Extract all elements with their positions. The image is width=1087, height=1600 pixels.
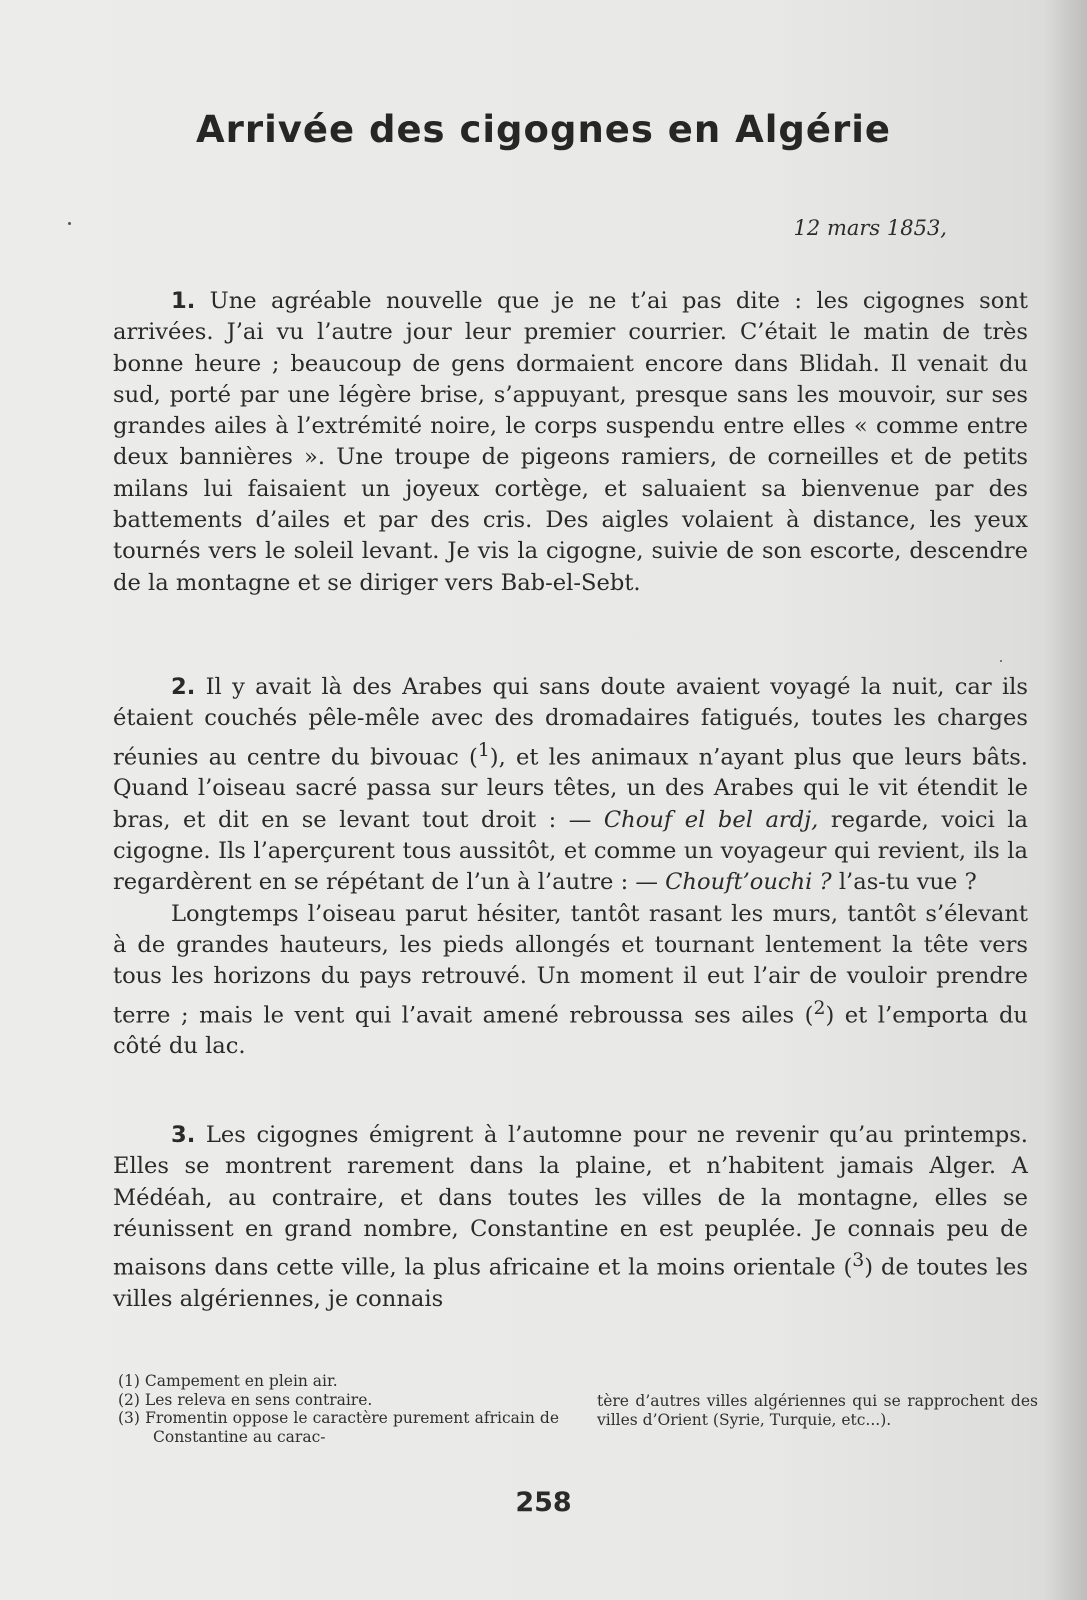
footnote-ref: 2 [813, 997, 826, 1019]
paragraph [113, 672, 1028, 899]
paragraph-text: Une agréable nouvelle que je ne t’ai pas dite : les cigognes sont arrivées. J’ai vu l’autre jour leur premier courrier. C’était le matin de très bonne heure ; beaucoup de gens dormaient encore dans Blidah. Il venait du sud, porté par une légère brise, s’appuyant, presque sans les mouvoir, sur ses grandes ailes à l’extrémité noire, le corps suspendu entre elles « comme entre deux bannières ». Une troupe de pigeons ramiers, de corneilles et de petits milans lui faisaient un joyeux cortège, et saluaient sa bienvenue par des battements d’ailes et par des cris. Des aigles volaient à distance, les yeux tournés vers le soleil levant. Je vis la cigogne, suivie de son escorte, descendre de la montagne et se diriger vers Bab-el-Sebt. [113, 288, 1029, 596]
footnote-1 [118, 1372, 559, 1391]
footnote-2 [118, 1391, 559, 1410]
section-3 [113, 1120, 1028, 1315]
footnote-ref: 1 [477, 739, 490, 761]
scan-speck [1000, 660, 1002, 662]
page-title: Arrivée des cigognes en Algérie [195, 108, 892, 151]
footnote-text: Campement en plein air. [144, 1372, 338, 1390]
paragraph-text: Il y avait là des Arabes qui sans doute avaient voyagé la nuit, car ils étaient couchés pêle-mêle avec des dromadaires fatigués, toutes les charges réunies au centre du bivouac ( [113, 674, 1028, 771]
footnote-mark: (3) [118, 1409, 140, 1427]
page-number: 258 [515, 1487, 572, 1518]
section-1 [113, 286, 1028, 599]
paragraph-text: ) et l’emporta du côté du lac. [113, 1002, 1028, 1060]
paragraph [113, 1120, 1028, 1315]
scan-speck [68, 222, 71, 225]
footnote-text: Les releva en sens contraire. [144, 1390, 373, 1409]
footnotes-left-column [118, 1372, 559, 1446]
footnote-mark: (1) [118, 1372, 140, 1390]
paragraph [113, 286, 1028, 599]
section-number: 2. [171, 674, 196, 700]
footnote-text: Fromentin oppose le caractère purement africain de Constantine au carac- [145, 1409, 559, 1446]
paragraph-text: ), et les animaux n’ayant plus que leurs bâts. Quand l’oiseau sacré passa sur leurs têtes, un des Arabes qui le vit étendit le bras, et dit en se levant tout droit : — [113, 744, 1028, 833]
section-number: 3. [171, 1122, 196, 1148]
paragraph-text: Les cigognes émigrent à l’automne pour ne revenir qu’au printemps. Elles se montrent rarement dans la plaine, et n’habitent jamais Alger. A Médéah, au contraire, et dans toutes les villes de la montagne, elles se réunissent en grand nombre, Constantine en est peuplée. Je connais peu de maisons dans cette ville, la plus africaine et la moins orientale ( [113, 1122, 1028, 1281]
paragraph [113, 899, 1028, 1063]
section-2 [113, 672, 1028, 1063]
section-number: 1. [171, 288, 196, 314]
footnote-ref: 3 [852, 1250, 865, 1272]
paragraph-text: ) de toutes les villes algériennes, je connais [113, 1254, 1028, 1313]
footnote-3-continued: tère d’autres villes algériennes qui se rapprochent des villes d’Orient (Syrie, Turquie, etc...). [597, 1392, 1038, 1429]
paragraph-text: Longtemps l’oiseau parut hésiter, tantôt rasant les murs, tantôt s’élevant à de grandes hauteurs, les pieds allongés et tournant lentement la tête vers tous les horizons du pays retrouvé. Un moment il eut l’air de vouloir prendre terre ; mais le vent qui l’avait amené rebroussa ses ailes ( [113, 900, 1028, 1029]
paragraph-text: l’as-tu vue ? [831, 869, 977, 896]
arabic-phrase: Chouft’ouchi ? [665, 869, 832, 896]
arabic-phrase: Chouf el bel ardj, [603, 806, 819, 833]
letter-date: 12 mars 1853, [793, 216, 947, 240]
footnote-3 [118, 1409, 559, 1446]
footnotes [118, 1372, 1038, 1446]
footnotes-right-column [597, 1372, 1038, 1446]
paragraph-text: regarde, voici la cigogne. Ils l’aperçurent tous aussitôt, et comme un voyageur qui revient, ils la regardèrent en se répétant de l’un à l’autre : — [113, 806, 1029, 896]
footnote-mark: (2) [118, 1390, 140, 1409]
